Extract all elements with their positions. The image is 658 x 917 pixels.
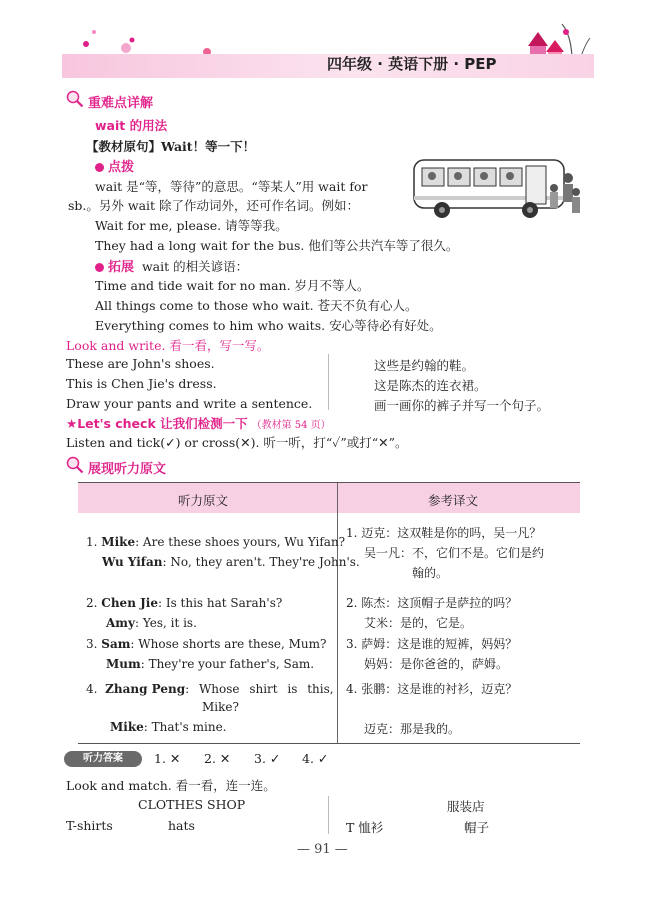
table-cell-translation: 吴一凡：不，它们不是。它们是约 [364, 546, 545, 560]
lets-check-instruction: Listen and tick(✓) or cross(✕). 听一听，打“✓”或打“✕”。 [66, 435, 408, 450]
match-item-chinese: 帽子 [464, 820, 490, 835]
look-and-write-title: Look and write. 看一看，写一写。 [66, 338, 270, 353]
match-item-english: T-shirts [66, 818, 113, 833]
look-write-chinese: 画一画你的裤子并写一个句子。 [374, 398, 550, 413]
look-write-english: This is Chen Jie's dress. [66, 376, 217, 391]
table-cell-script: Mike: That's mine. [110, 720, 227, 734]
table-column-divider [337, 483, 338, 743]
table-cell-translation: 4. 张鹏：这是谁的衬衫，迈克？ [346, 682, 518, 696]
table-cell-translation: 3. 萨姆：这是谁的短裤，妈妈？ [346, 637, 518, 651]
table-cell-script: 2. Chen Jie: Is this hat Sarah's? [86, 596, 283, 610]
look-write-chinese: 这些是约翰的鞋。 [374, 358, 475, 373]
answer-item: 1. ✕ [154, 751, 181, 766]
tip-line: They had a long wait for the bus. 他们等公共汽车等了很久。 [95, 238, 459, 253]
table-header [78, 483, 580, 513]
look-write-english: Draw your pants and write a sentence. [66, 396, 313, 411]
answer-item: 3. ✓ [254, 751, 281, 766]
section-title-key-points: 重难点详解 [88, 96, 154, 111]
table-cell-translation: 艾米：是的，它是。 [364, 616, 473, 630]
look-write-chinese: 这是陈杰的连衣裙。 [374, 378, 487, 393]
lets-check-heading: ★Let's check 让我们检测一下 （教材第 54 页） [66, 416, 331, 431]
bus-illustration [412, 154, 584, 226]
tip-line: sb.。另外 wait 除了作动词外，还可作名词。例如： [68, 198, 360, 213]
table-cell-translation: 2. 陈杰：这顶帽子是萨拉的吗？ [346, 596, 518, 610]
table-header-left: 听力原文 [178, 493, 229, 508]
bullet-icon [95, 163, 104, 172]
listening-table [78, 482, 580, 744]
table-cell-translation: 翰的。 [412, 566, 449, 580]
listening-answer-badge: 听力答案 [64, 751, 142, 767]
table-header-right: 参考译文 [428, 493, 479, 508]
match-item-english: hats [168, 818, 195, 833]
tip-label: 点拨 [95, 156, 134, 175]
table-cell-script: Amy: Yes, it is. [106, 616, 197, 630]
match-item-chinese: T 恤衫 [346, 820, 384, 835]
extend-label: 拓展 wait 的相关谚语： [95, 256, 248, 275]
wait-usage-heading: wait 的用法 [95, 118, 168, 133]
tip-line: Wait for me, please. 请等等我。 [95, 218, 288, 233]
page-number: — 91 — [297, 842, 348, 857]
bullet-icon [95, 263, 104, 272]
section-title-listening-script: 展现听力原文 [88, 462, 167, 477]
proverb-line: Everything comes to him who waits. 安心等待必有好处。 [95, 318, 442, 333]
magnifier-icon [66, 90, 84, 108]
answer-item: 2. ✕ [204, 751, 231, 766]
table-cell-script: 3. Sam: Whose shorts are these, Mum? [86, 637, 327, 651]
look-and-match-title: Look and match. 看一看，连一连。 [66, 778, 276, 793]
shop-label-english: CLOTHES SHOP [138, 797, 246, 812]
proverb-line: All things come to those who wait. 苍天不负有心人。 [95, 298, 418, 313]
column-divider [328, 796, 329, 834]
table-cell-script: Mum: They're your father's, Sam. [106, 657, 315, 671]
table-cell-translation: 1. 迈克：这双鞋是你的吗，吴一凡？ [346, 526, 542, 540]
table-cell-script: 4. Zhang Peng: Whose shirt is this, [86, 682, 334, 696]
tip-line: wait 是“等，等待”的意思。“等某人”用 wait for [95, 179, 368, 194]
table-cell-script: Wu Yifan: No, they aren't. They're John's. [102, 555, 360, 569]
table-cell-script: 1. Mike: Are these shoes yours, Wu Yifan? [86, 535, 346, 549]
header-banner [62, 18, 594, 80]
column-divider [328, 354, 329, 410]
proverb-line: Time and tide wait for no man. 岁月不等人。 [95, 278, 370, 293]
textbook-source-sentence: 【教材原句】Wait！等一下！ [86, 139, 256, 154]
look-write-english: These are John's shoes. [66, 356, 215, 371]
table-cell-script: Mike? [202, 700, 239, 714]
page-header-title: 四年级 · 英语下册 · PEP [327, 55, 497, 73]
table-cell-translation: 迈克：那是我的。 [364, 722, 461, 736]
answer-item: 4. ✓ [302, 751, 329, 766]
table-cell-translation: 妈妈：是你爸爸的，萨姆。 [364, 657, 509, 671]
magnifier-icon [66, 456, 84, 474]
shop-label-chinese: 服装店 [447, 799, 485, 814]
